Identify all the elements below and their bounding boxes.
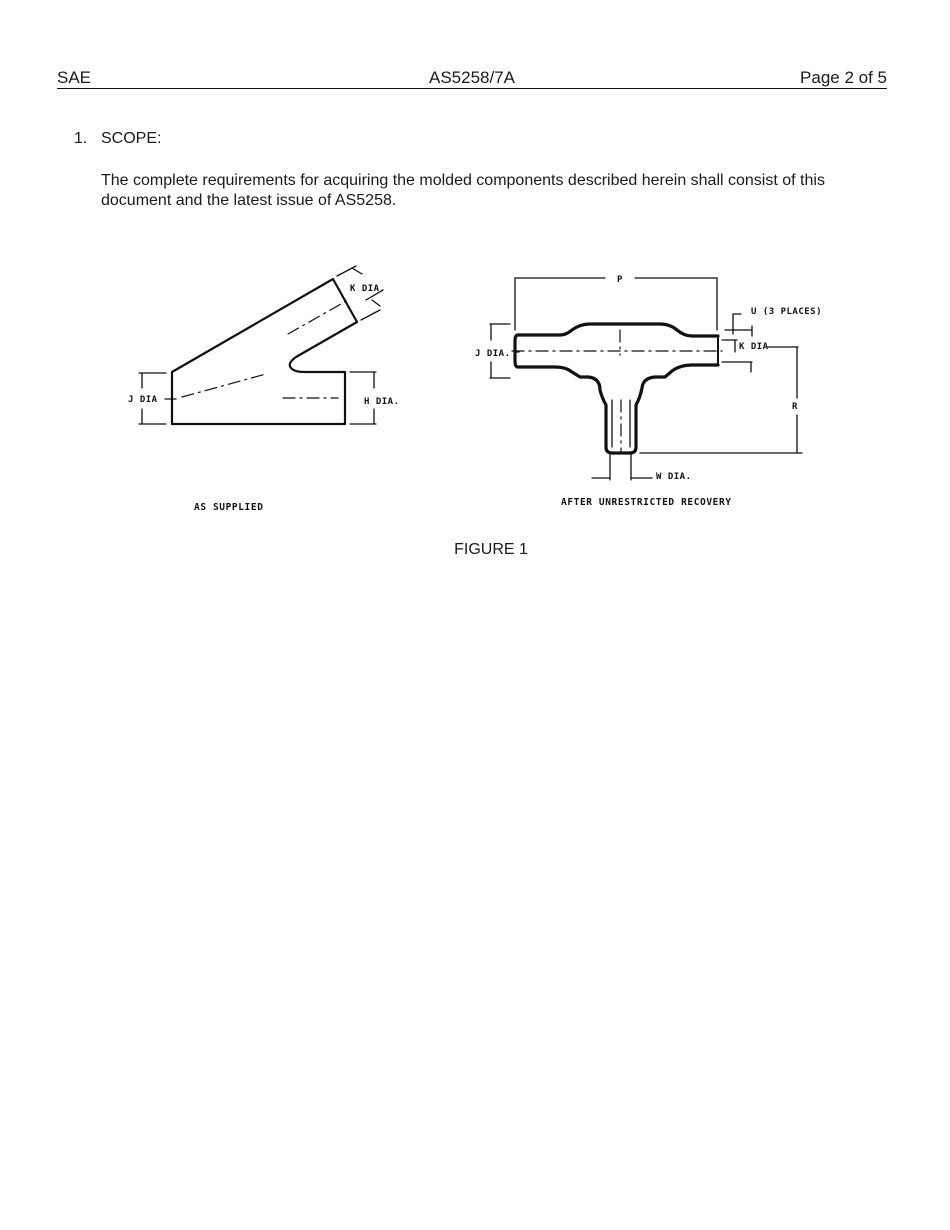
label-k-dia: K DIA. [350, 284, 386, 294]
figure-title: FIGURE 1 [454, 541, 528, 558]
label-u-3-places: U (3 PLACES) [751, 307, 823, 317]
label-p: P [617, 275, 623, 285]
label-k-dia-right: K DIA [739, 342, 769, 352]
section-number: 1. [74, 130, 88, 147]
as-supplied-wye [172, 279, 357, 424]
header-page-number: Page 2 of 5 [800, 68, 887, 87]
label-j-dia-right: J DIA. [475, 349, 511, 359]
label-h-dia: H DIA. [364, 397, 400, 407]
scope-paragraph: The complete requirements for acquiring the molded components described herein shall consist of this document and the latest issue of AS5258. [101, 172, 825, 209]
as-supplied-dimension-lines [139, 266, 383, 424]
caption-as-supplied: AS SUPPLIED [194, 502, 264, 513]
page-header [57, 67, 887, 89]
caption-after-recovery: AFTER UNRESTRICTED RECOVERY [561, 497, 732, 508]
section-heading [74, 130, 161, 148]
recovered-tee-centerlines [512, 330, 722, 452]
label-r: R [792, 402, 798, 412]
label-w-dia: W DIA. [656, 472, 692, 482]
figure-1-drawing [0, 250, 950, 530]
label-j-dia: J DIA [128, 395, 158, 405]
as-supplied-centerlines [182, 300, 348, 398]
header-org: SAE [57, 68, 92, 87]
header-doc-number: AS5258/7A [429, 68, 516, 87]
section-title: SCOPE: [101, 130, 162, 147]
recovered-tee-body [515, 324, 718, 453]
